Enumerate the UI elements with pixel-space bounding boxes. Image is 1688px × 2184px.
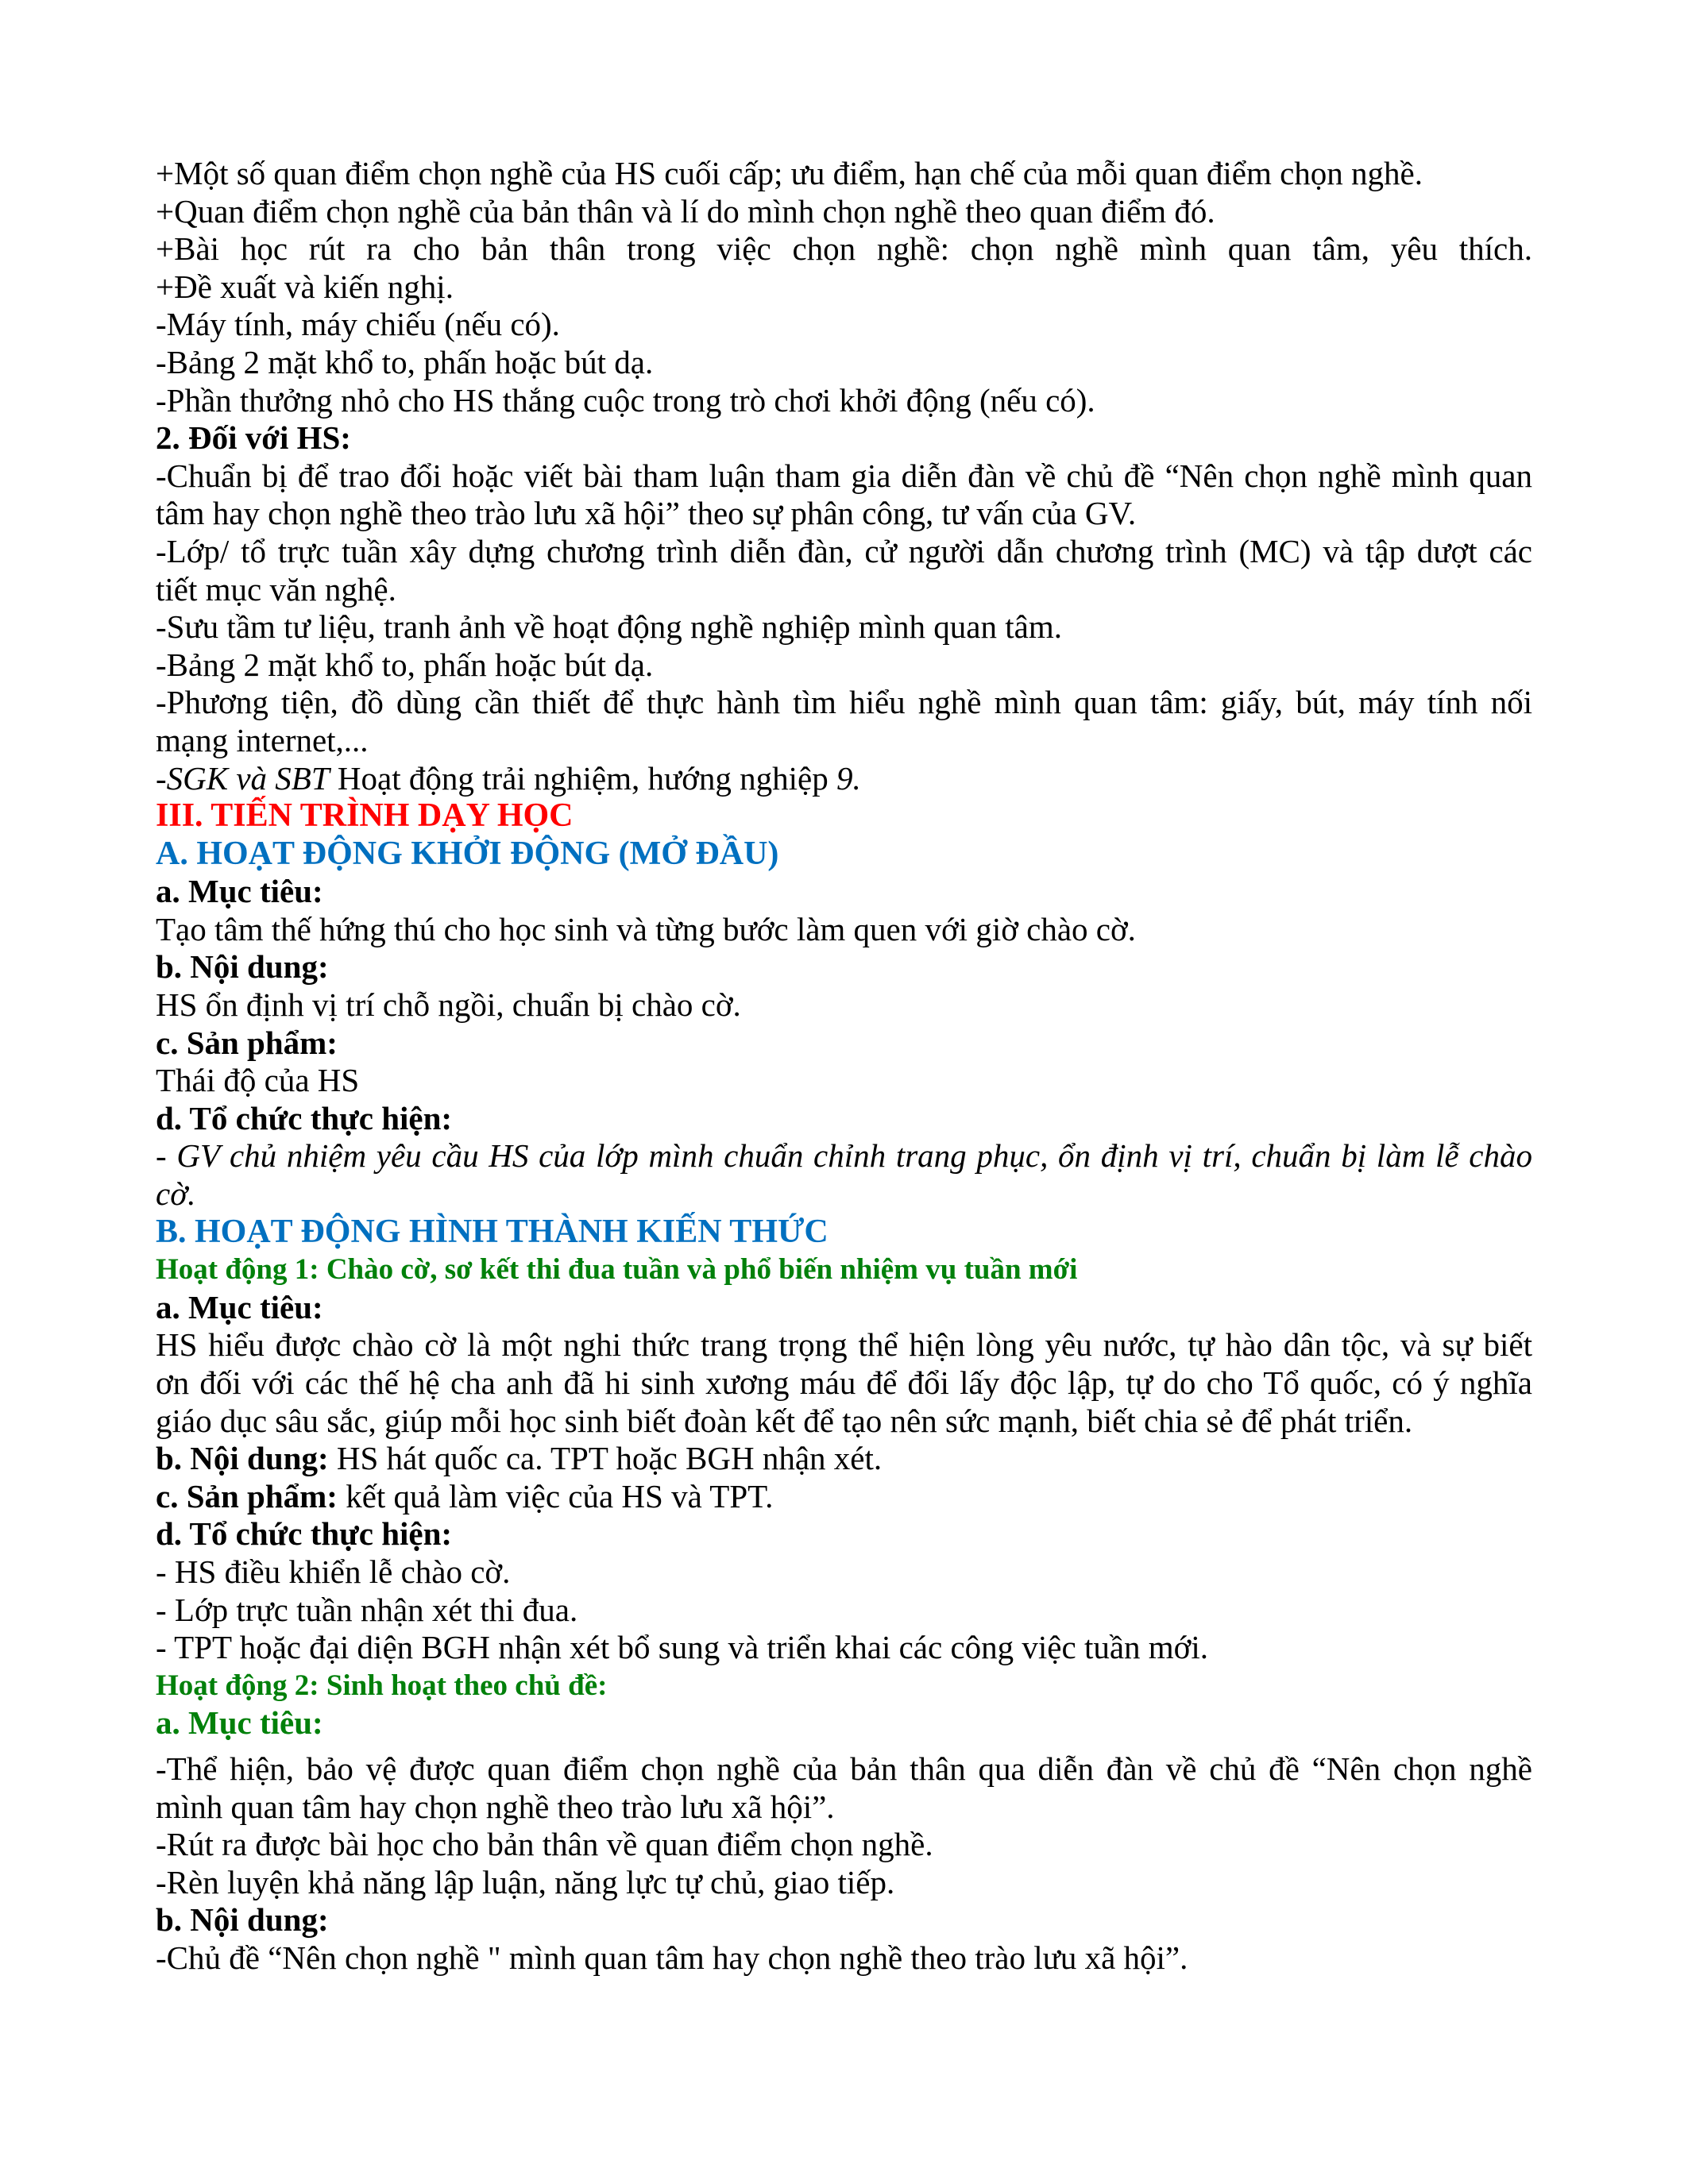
text-line: +Quan điểm chọn nghề của bản thân và lí do mình chọn nghề theo quan điểm đó. [156, 192, 1215, 230]
item-heading: b. Nội dung: [156, 948, 329, 986]
item-heading: d. Tổ chức thực hiện: [156, 1515, 453, 1553]
text-line: -Thể hiện, bảo vệ được quan điểm chọn nghề của bản thân qua diễn đàn về chủ đề “Nên chọn nghề [156, 1750, 1532, 1787]
text-line: -Bảng 2 mặt khổ to, phấn hoặc bút dạ. [156, 646, 654, 683]
text-line: Thái độ của HS [156, 1062, 360, 1099]
text-line: +Đề xuất và kiến nghị. [156, 268, 454, 305]
text-line: - GV chủ nhiệm yêu cầu HS của lớp mình chuẩn chỉnh trang phục, ổn định vị trí, chuẩn bị làm lễ chào [156, 1137, 1532, 1175]
item-label: b. Nội dung: [156, 1440, 329, 1477]
text-span: HS hát quốc ca. TPT hoặc BGH nhận xét. [328, 1440, 883, 1477]
item-heading: a. Mục tiêu: [156, 1704, 323, 1742]
text-line: cờ. [156, 1175, 196, 1213]
text-line: giáo dục sâu sắc, giúp mỗi học sinh biết đoàn kết để tạo nên sức mạnh, biết chia sẻ để phát triển. [156, 1402, 1413, 1439]
text-line: mạng internet,... [156, 721, 369, 758]
subsection-heading: 2. Đối với HS: [156, 419, 351, 457]
text-line: HS ổn định vị trí chỗ ngồi, chuẩn bị chào cờ. [156, 986, 741, 1024]
section-heading: III. TIẾN TRÌNH DẠY HỌC [156, 797, 574, 835]
text-line: -Phần thưởng nhỏ cho HS thắng cuộc trong trò chơi khởi động (nếu có). [156, 381, 1095, 419]
text-line: +Một số quan điểm chọn nghề của HS cuối cấp; ưu điểm, hạn chế của mỗi quan điểm chọn nghề. [156, 155, 1423, 191]
text-line [156, 760, 1532, 798]
part-heading: B. HOẠT ĐỘNG HÌNH THÀNH KIẾN THỨC [156, 1213, 829, 1250]
text-line [156, 1440, 1532, 1478]
text-line: -Rút ra được bài học cho bản thân về quan điểm chọn nghề. [156, 1826, 933, 1863]
item-heading: d. Tổ chức thực hiện: [156, 1099, 453, 1136]
text-line: -Phương tiện, đồ dùng cần thiết để thực hành tìm hiểu nghề mình quan tâm: giấy, bút, máy tính nối [156, 684, 1532, 721]
item-label: c. Sản phẩm: [156, 1477, 338, 1515]
text-line: tâm hay chọn nghề theo trào lưu xã hội” theo sự phân công, tư vấn của GV. [156, 495, 1137, 532]
item-heading: a. Mục tiêu: [156, 873, 323, 910]
italic-text: -SGK và SBT [156, 759, 330, 797]
italic-text: 9. [836, 759, 861, 797]
text-span: Hoạt động trải nghiệm, hướng nghiệp [329, 759, 836, 797]
text-line: Tạo tâm thế hứng thú cho học sinh và từng bước làm quen với giờ chào cờ. [156, 910, 1136, 947]
text-line: -Sưu tầm tư liệu, tranh ảnh về hoạt động nghề nghiệp mình quan tâm. [156, 608, 1062, 646]
text-line: -Lớp/ tổ trực tuần xây dựng chương trình diễn đàn, cử người dẫn chương trình (MC) và tập dượt các [156, 532, 1532, 569]
item-heading: b. Nội dung: [156, 1901, 329, 1939]
text-line: mình quan tâm hay chọn nghề theo trào lưu xã hội”. [156, 1788, 835, 1825]
item-heading: a. Mục tiêu: [156, 1288, 323, 1325]
text-line: - TPT hoặc đại diện BGH nhận xét bổ sung và triển khai các công việc tuần mới. [156, 1629, 1208, 1666]
text-line: -Bảng 2 mặt khổ to, phấn hoặc bút dạ. [156, 343, 654, 380]
text-line: HS hiểu được chào cờ là một nghi thức trang trọng thể hiện lòng yêu nước, tự hào dân tộc, và sự biết [156, 1326, 1532, 1364]
part-heading: A. HOẠT ĐỘNG KHỞI ĐỘNG (MỞ ĐẦU) [156, 835, 779, 872]
text-line: -Rèn luyện khả năng lập luận, năng lực tự chủ, giao tiếp. [156, 1863, 895, 1900]
document-page [156, 155, 1532, 1978]
text-line: -Chủ đề “Nên chọn nghề " mình quan tâm hay chọn nghề theo trào lưu xã hội”. [156, 1939, 1188, 1976]
text-line: ơn đối với các thế hệ cha anh đã hi sinh xương máu để đổi lấy độc lập, tự do cho Tổ quốc, có ý nghĩa [156, 1364, 1532, 1401]
spacer [156, 1742, 1532, 1750]
text-line: -Chuẩn bị để trao đổi hoặc viết bài tham luận tham gia diễn đàn về chủ đề “Nên chọn nghề mình quan [156, 457, 1532, 494]
activity-heading: Hoạt động 2: Sinh hoạt theo chủ đề: [156, 1669, 608, 1702]
text-line: -Máy tính, máy chiếu (nếu có). [156, 306, 560, 343]
item-heading: c. Sản phẩm: [156, 1024, 338, 1061]
text-span: kết quả làm việc của HS và TPT. [337, 1477, 774, 1515]
text-line [156, 1478, 1532, 1516]
text-line: +Bài học rút ra cho bản thân trong việc chọn nghề: chọn nghề mình quan tâm, yêu thích. [156, 230, 1532, 268]
text-line: tiết mục văn nghệ. [156, 570, 396, 608]
text-line: - Lớp trực tuần nhận xét thi đua. [156, 1591, 578, 1628]
activity-heading: Hoạt động 1: Chào cờ, sơ kết thi đua tuần và phổ biến nhiệm vụ tuần mới [156, 1253, 1078, 1287]
text-line: - HS điều khiển lễ chào cờ. [156, 1553, 511, 1590]
